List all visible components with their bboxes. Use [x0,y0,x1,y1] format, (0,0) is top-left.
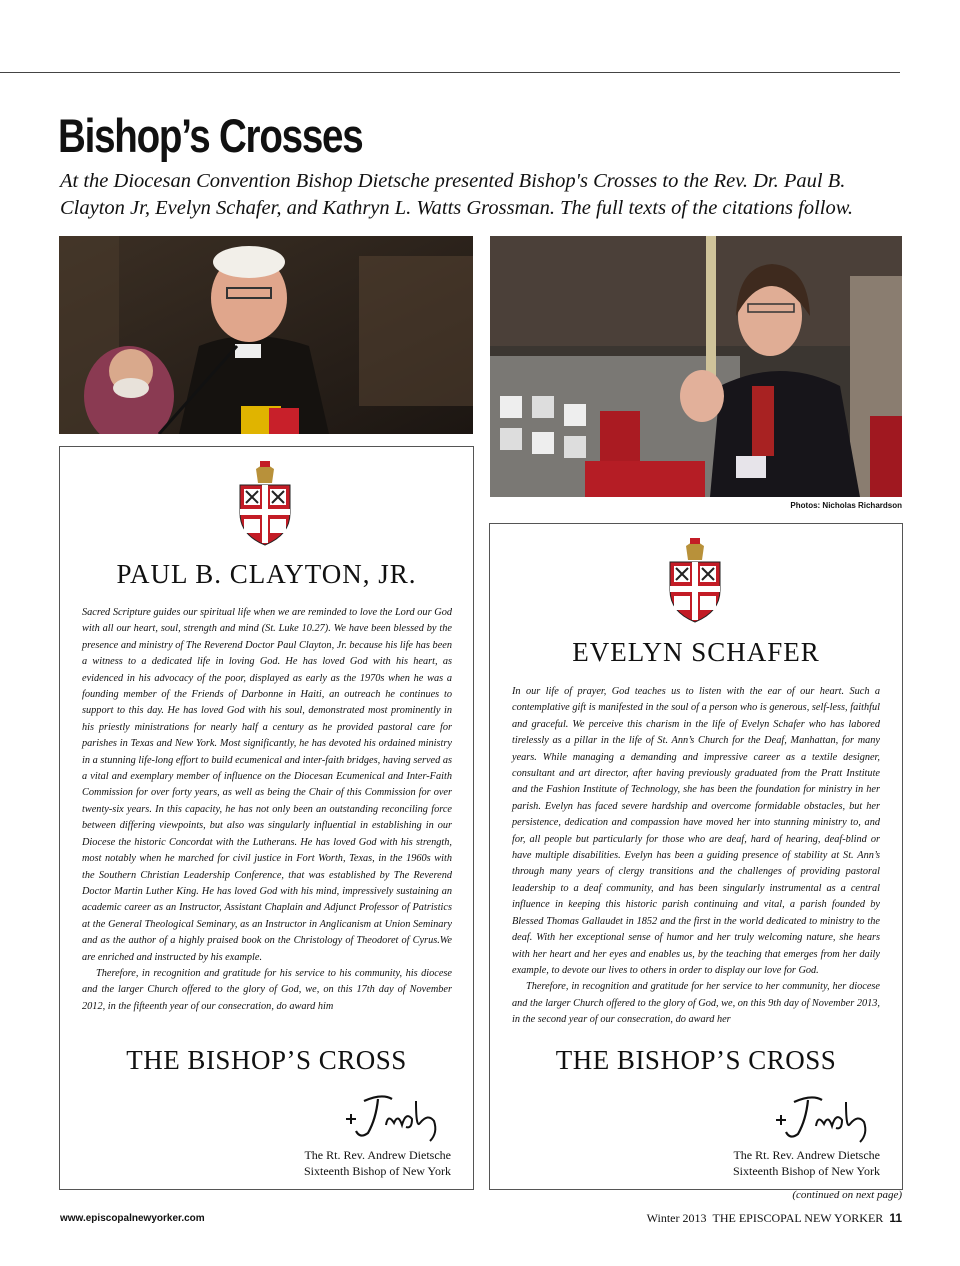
diocese-shield-icon [236,461,294,547]
continued-note: (continued on next page) [792,1189,902,1201]
signer-block [304,1147,451,1179]
page-number: 11 [889,1211,902,1225]
bishop-signature [342,1089,452,1145]
photo-clayton [59,236,473,434]
footer-website: www.episcopalnewyorker.com [60,1213,205,1224]
footer-issue [647,1211,902,1226]
publication-name: THE EPISCOPAL NEW YORKER [712,1211,884,1225]
page-title: Bishop’s Crosses [58,109,363,162]
photo-schafer [490,236,902,497]
signer-block [733,1147,880,1179]
photo-credit: Photos: Nicholas Richardson [790,501,902,510]
citation-box-clayton [59,446,474,1190]
citation-box-schafer [489,523,903,1190]
honoree-name: EVELYN SCHAFER [572,637,820,667]
citation-closing: Therefore, in recognition and gratitude for his service to his community, his diocese and the larger Church offered to the glory of God, we, on this 17th day of November 2012, in the fifteenth year of our consecration, do award him [82,967,452,1012]
signer-role: Sixteenth Bishop of New York [732,1164,880,1178]
bishop-signature [772,1090,882,1146]
award-title: THE BISHOP’S CROSS [555,1045,837,1075]
citation-body: Sacred Scripture guides our spiritual life when we are reminded to love the Lord our God with all our heart, soul, strength and mind (St. Luke 10.27). We have been blessed by the presence and ministry of The Reverend Doctor Paul Clayton, Jr. because his life has been a witness to a dedicated life in loving God. He has loved God with his heart, as evidenced in his advocacy of the poor, displayed as early as the 1970s when he was a founding member of the Friends of Darbonne in Haiti, an outreach he continues to support to this day. He has loved God with his soul, demonstrated most prominently in his priestly ministrations for nearly half a century as he provided pastoral care for parishes in Texas and New York. Most significantly, he has devoted his ordained ministry in a stunning life-long effort to build ecumenical and inter-faith bridges, having served as a vital and exemplary member of influence on the Diocesan Ecumenical and Inter-Faith Commission for over forty years, as well as being the Chair of this Commission for over twenty-six years. In this capacity, he has not only been an outstanding reconciling force between differing viewpoints, but also was singularly influential in establishing in our Diocese the historic Concordat with the Lutherans. He has loved God with his strength, most notably when he marched for civil justice in Fort Worth, Texas, in the 1960s with the Southern Christian Leadership Conference, that was established by The Reverend Doctor Martin Luther King. He has loved God with his mind, impressively sustaining an academic career as an Instructor, Assistant Chaplain and Adjunct Professor of Patristics at the General Theological Seminary, as an Instructor in Anglicanism at Union Seminary and as the author of a highly praised book on the Christology of Theodoret of Cyrus.We are enriched and instructed by his example. [82,607,452,963]
intro-text: At the Diocesan Convention Bishop Dietsche presented Bishop's Crosses to the Rev. Dr. Paul B. Clayton Jr, Evelyn Schafer, and Kathryn L. Watts Grossman. The full texts of the citations follow. [60,170,854,219]
signer-title: The Rt. Rev. Andrew Dietsche [733,1148,880,1162]
citation-text [82,605,452,1015]
citation-body: In our life of prayer, God teaches us to listen with the ear of our heart. Such a contemplative gift is manifested in the soul of a person who is generous, self-less, faithful and graceful. We perceive this charism in the life of Evelyn Schafer who has labored tirelessly as a pillar in the life of St. Ann’s Church for the Deaf, Manhattan, for many years. While managing a demanding and impressive career as a textile designer, consultant and art director, after having previously graduated from the Pratt Institute and the Fashion Institute of Technology, she has been the foundation for ministry in her parish. Evelyn has faced severe hardship and overcome formidable obstacles, but her persistence, dedication and compassion have moved her into stunning ministry to, and for, all people but particularly for those who are deaf, hard of hearing, deaf-blind or have multiple disabilities. Evelyn has been a guiding presence of stability at St. Ann’s through many years of clergy transitions and the challenges of providing pastoral leadership to a deaf community, and has been singularly instrumental as a central influence in keeping this historic parish continuing and vital, a parish founded by Blessed Thomas Gallaudet in 1852 and the first in the world dedicated to ministry to the deaf. With her exceptional sense of humor and her truly welcoming nature, she hears with her heart and her eyes and enables us, by the teaching that emerges from her daily example, to devote our lives to others in order to display our love for God. [512,686,880,976]
diocese-shield-icon [666,538,724,624]
signer-role: Sixteenth Bishop of New York [303,1164,451,1178]
issue-date: Winter 2013 [646,1211,707,1225]
signer-title: The Rt. Rev. Andrew Dietsche [304,1148,451,1162]
honoree-name: PAUL B. CLAYTON, JR. [116,559,417,589]
award-title: THE BISHOP’S CROSS [126,1045,407,1075]
citation-text [512,684,880,1029]
top-rule [0,72,900,73]
citation-closing: Therefore, in recognition and gratitude for her service to her community, her diocese and the larger Church offered to the glory of God, we, on this 9th day of November 2013, in the second year of our consecration, do award her [512,981,880,1026]
